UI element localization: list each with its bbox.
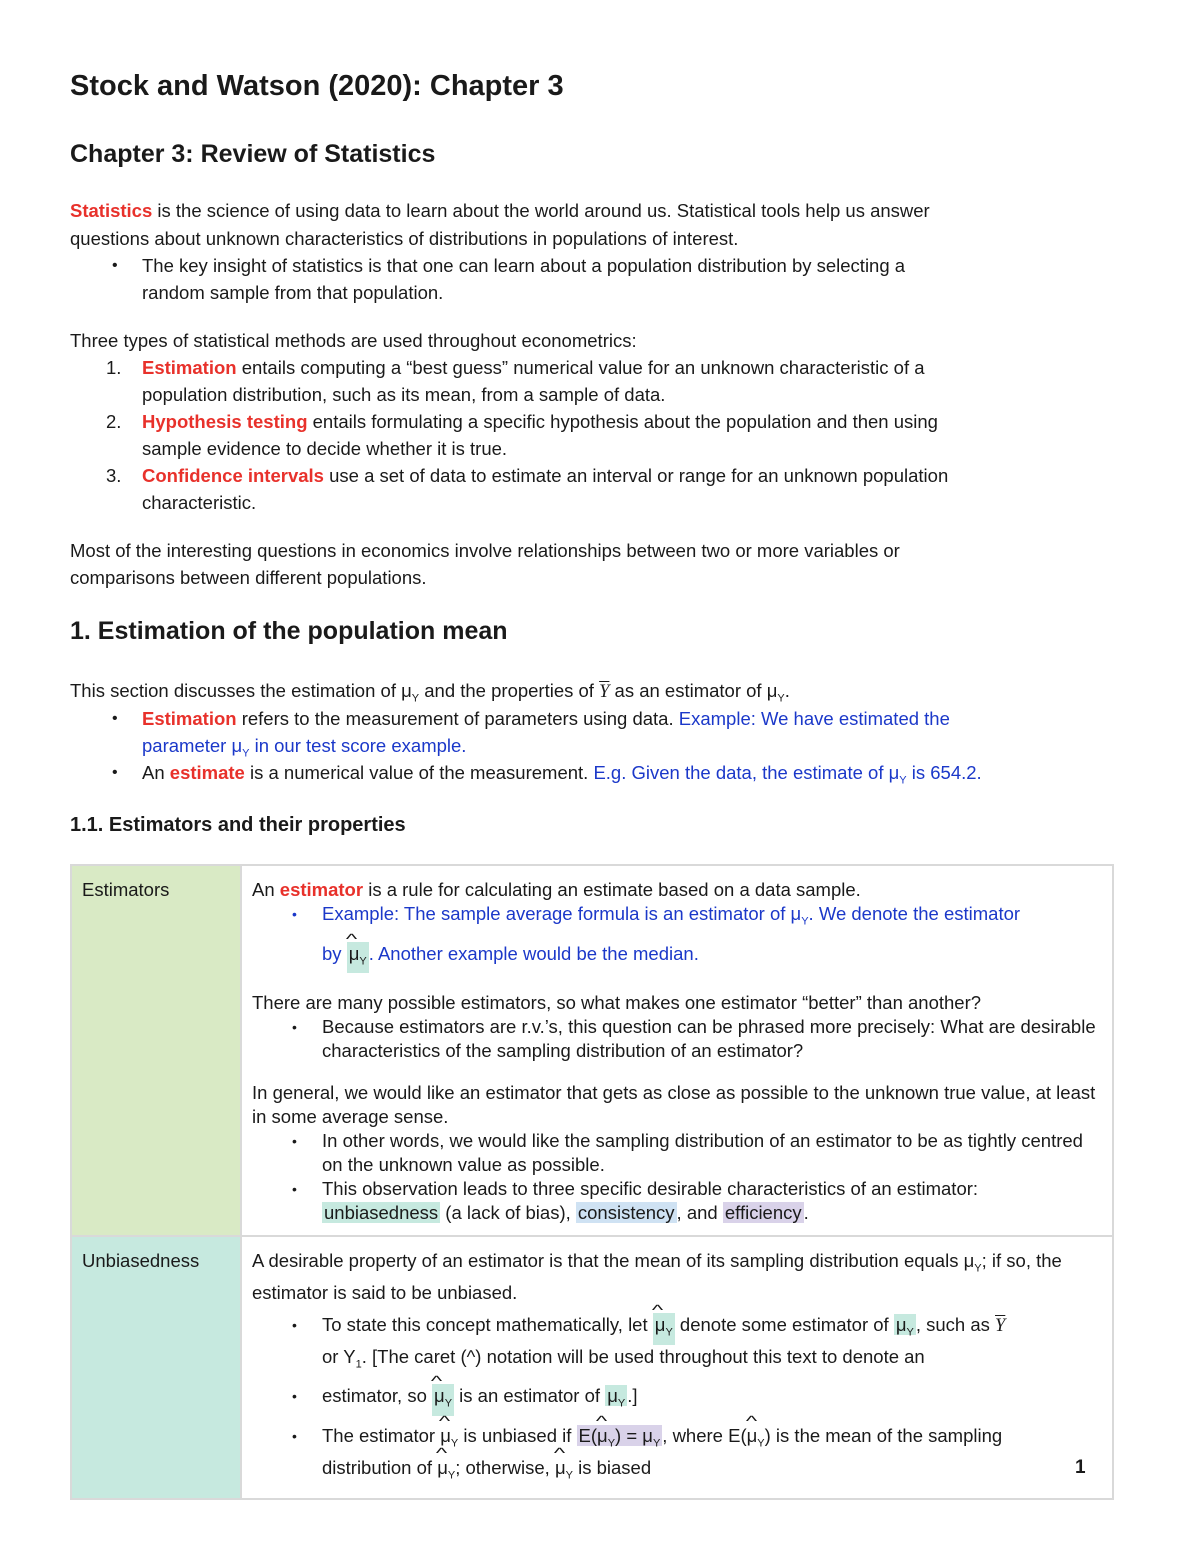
- method-confidence: Confidence intervals use a set of data to estimate an interval or range for an unknown population: [142, 465, 949, 486]
- general-paragraph: In general, we would like an estimator that gets as close as possible to the unknown true value, at least in some average sense.: [252, 1082, 1096, 1128]
- list-number: 1.: [106, 357, 122, 378]
- intro-paragraph-line1: Statistics is the science of using data to learn about the world around us. Statistical tools help us answer: [70, 200, 930, 221]
- estimators-table: [70, 864, 1114, 1500]
- row-body-unbiasedness: [241, 1236, 1113, 1498]
- row-label-unbiasedness: Unbiasedness: [71, 1236, 241, 1498]
- table-row: [71, 865, 1113, 1236]
- method-hypothesis: Hypothesis testing entails formulating a specific hypothesis about the population and then using: [142, 411, 938, 432]
- caret-notation-bullet: • estimator, so ^ $\mu_Y$ is an estimator of $\mu_Y$ .]: [252, 1384, 1102, 1416]
- mathematical-bullet: • To state this concept mathematically, let ^ $\mu_Y$ denote some estimator of $\mu_Y$ , such as $\overline{Y}$ or $Y_1$. [The caret (^) notation will be used throughout this text to denote an: [252, 1313, 1102, 1376]
- unbiased-condition-bullet: • The estimator ^ $\mu_Y$ is unbiased if E(^ $\mu_Y) = \mu_Y$ , where E(^ $\mu_Y$) is the mean of the sampling distribution of ^ $\mu_Y$; otherwise, ^ $\mu_Y$ is biased: [252, 1424, 1102, 1487]
- table-row: [71, 1236, 1113, 1498]
- three-characteristics-bullet: • This observation leads to three specific desirable characteristics of an estimator: unbiasedness (a lack of bias), consistency , and efficiency .: [292, 1178, 979, 1224]
- estimate-bullet: An estimate is a numerical value of the measurement. E.g. Given the data, the estimate of $\mu_Y$ is 654.2.: [142, 762, 982, 787]
- method-hypothesis-line2: sample evidence to decide whether it is true.: [142, 438, 508, 459]
- closing-line1: Most of the interesting questions in economics involve relationships between two or more variables or: [70, 540, 900, 561]
- method-estimation-line2: population distribution, such as its mean, from a sample of data.: [142, 384, 666, 405]
- method-estimation: Estimation entails computing a “best guess” numerical value for an unknown characteristic of a: [142, 357, 925, 378]
- unbiased-definition: A desirable property of an estimator is that the mean of its sampling distribution equals $\mu_Y$; if so, the estimator is said to be unbiased.: [252, 1250, 1062, 1304]
- closing-line2: comparisons between different populations.: [70, 567, 427, 588]
- estimation-bullet-line2: parameter $\mu_Y$ in our test score example.: [142, 735, 467, 760]
- bullet-icon: •: [112, 710, 118, 727]
- subsection-title: 1.1. Estimators and their properties: [70, 814, 406, 836]
- document-title: Stock and Watson (2020): Chapter 3: [70, 70, 564, 102]
- estimator-definition: An estimator is a rule for calculating an estimate based on a data sample.: [252, 879, 861, 900]
- section-title: 1. Estimation of the population mean: [70, 617, 508, 645]
- page-number: 1: [1075, 1457, 1086, 1478]
- intro-bullet-line1: The key insight of statistics is that one can learn about a population distribution by selecting a: [142, 255, 906, 276]
- estimation-bullet: Estimation refers to the measurement of parameters using data. Example: We have estimated the: [142, 708, 950, 729]
- estimator-example-line2: by ^ $\mu_Y$ . Another example would be the median.: [252, 942, 1102, 974]
- better-estimator-question: There are many possible estimators, so what makes one estimator “better” than another?: [252, 992, 982, 1014]
- tightly-centred-bullet: • In other words, we would like the sampling distribution of an estimator to be as tightly centred on the unknown value as possible.: [292, 1130, 1083, 1176]
- estimator-example: • Example: The sample average formula is an estimator of $\mu_Y$. We denote the estimator: [292, 903, 1021, 928]
- intro-paragraph-line2: questions about unknown characteristics of distributions in populations of interest.: [70, 228, 739, 249]
- method-confidence-line2: characteristic.: [142, 492, 257, 513]
- row-body-estimators: [241, 865, 1113, 1236]
- section-intro: This section discusses the estimation of $\mu_Y$ and the properties of $\overline{Y}$ as an estimator of $\mu_Y$.: [70, 680, 790, 705]
- methods-lead: Three types of statistical methods are used throughout econometrics:: [70, 330, 637, 351]
- intro-bullet-line2: random sample from that population.: [142, 282, 444, 303]
- list-number: 3.: [106, 465, 122, 486]
- rv-bullet: • Because estimators are r.v.’s, this question can be phrased more precisely: What are desirable characteristics of the sampling distribution of an estimator?: [292, 1016, 1096, 1062]
- list-number: 2.: [106, 411, 122, 432]
- chapter-title: Chapter 3: Review of Statistics: [70, 140, 436, 168]
- bullet-icon: •: [112, 257, 118, 274]
- bullet-icon: •: [112, 764, 118, 781]
- row-label-estimators: Estimators: [71, 865, 241, 1236]
